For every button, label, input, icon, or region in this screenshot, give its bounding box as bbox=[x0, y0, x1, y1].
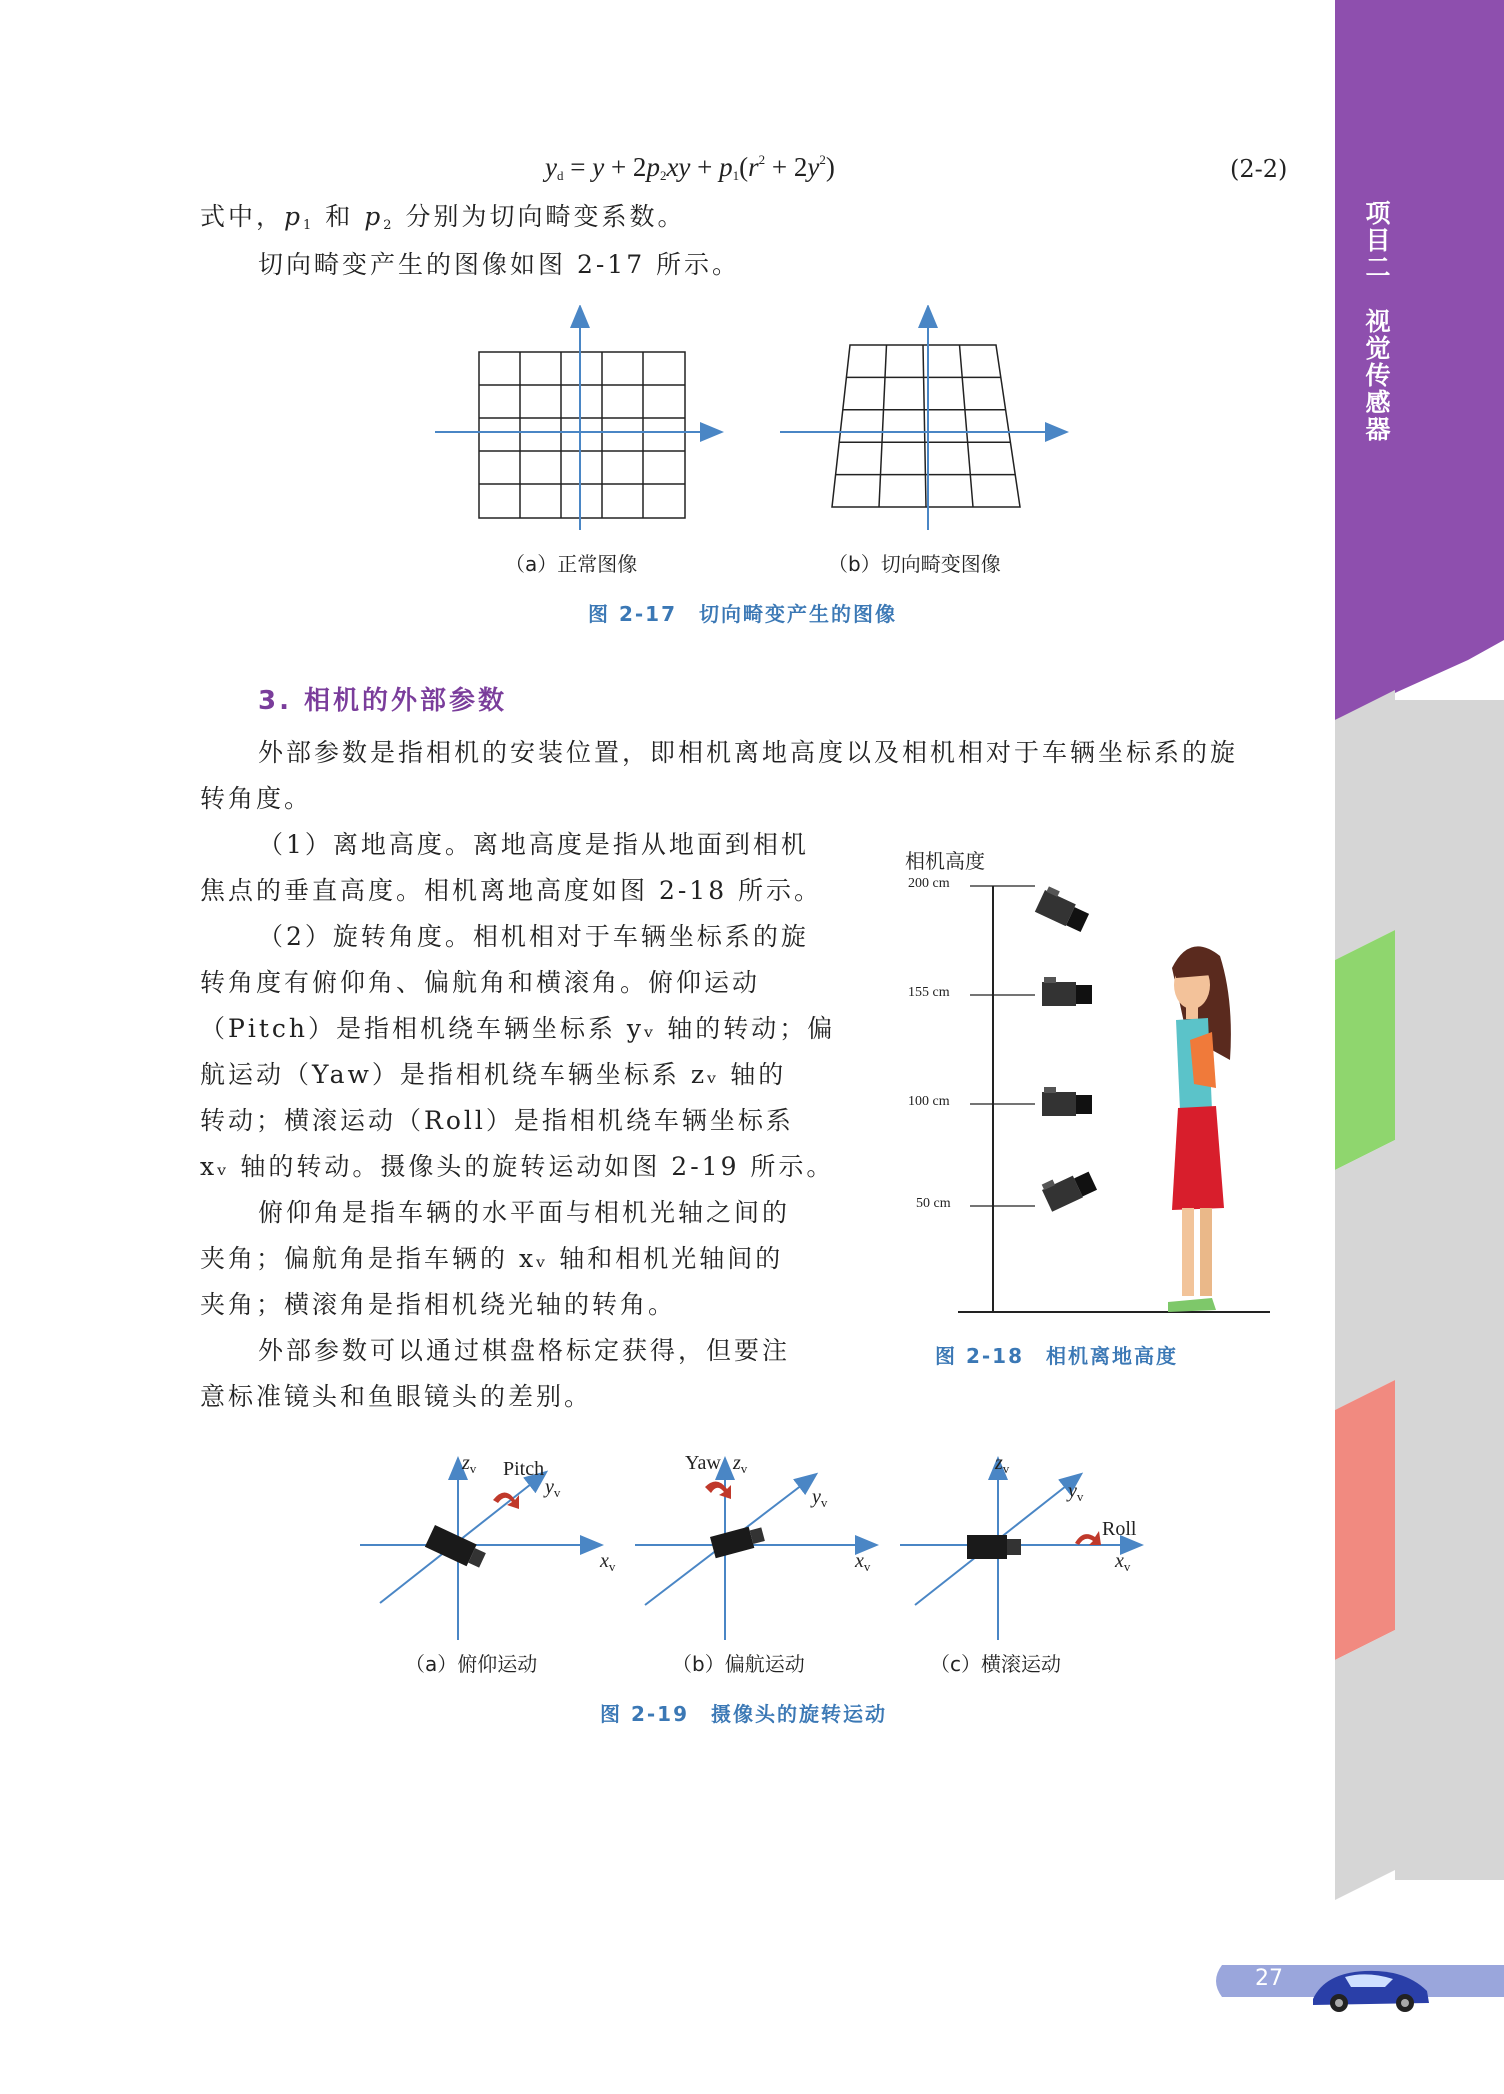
body-line-5: （Pitch）是指相机绕车辆坐标系 yᵥ 轴的转动；偏 bbox=[200, 1014, 836, 1043]
section-heading: 3. 相机的外部参数 bbox=[258, 686, 508, 716]
camera-yaw bbox=[710, 1524, 766, 1559]
para-ext-1: 外部参数是指相机的安装位置，即相机离地高度以及相机相对于车辆坐标系的旋 bbox=[258, 738, 1239, 767]
fig18-caption: 图 2-18 相机离地高度 bbox=[935, 1344, 1179, 1368]
roll-arrow-icon bbox=[1075, 1531, 1101, 1545]
body-line-1: （1）离地高度。离地高度是指从地面到相机 bbox=[258, 830, 809, 859]
para-ext-2: 转角度。 bbox=[200, 784, 313, 813]
camera-200 bbox=[1035, 885, 1093, 932]
fig19-a-motion: Pitch bbox=[503, 1458, 545, 1480]
fig18-tick-155: 155 cm bbox=[908, 985, 950, 1000]
fig19-c-y: $y_v$ bbox=[1068, 1480, 1084, 1504]
fig18-tick-100: 100 cm bbox=[908, 1094, 950, 1109]
fig19-caption: 图 2-19 摄像头的旋转运动 bbox=[600, 1702, 888, 1726]
fig19-b-motion: Yaw bbox=[685, 1452, 721, 1474]
fig19-a-z: $z_v$ bbox=[462, 1452, 477, 1476]
fig18-axis-title: 相机高度 bbox=[905, 849, 985, 873]
formula-2-2: $y_d = y + 2p_2xy + p_1(r^2 + 2y^2)$ bbox=[545, 152, 835, 183]
pitch-arrow-icon bbox=[493, 1493, 519, 1510]
fig19-a-y: $y_v$ bbox=[545, 1476, 561, 1500]
fig19-a-x: $x_v$ bbox=[600, 1550, 616, 1574]
tab-gray-4 bbox=[1335, 1630, 1395, 1900]
fig19-sub-c: （c）横滚运动 bbox=[930, 1652, 1061, 1676]
tab-green bbox=[1335, 930, 1395, 1170]
grid-tangential bbox=[832, 345, 1020, 507]
fig19-sub-b: （b）偏航运动 bbox=[672, 1652, 805, 1676]
para-where: 式中，$p_1$ 和 $p_2$ 分别为切向畸变系数。 bbox=[200, 202, 686, 233]
body-line-9: 俯仰角是指车辆的水平面与相机光轴之间的 bbox=[258, 1198, 791, 1227]
side-tab-label[interactable]: 项目二 视觉传感器 bbox=[1362, 200, 1391, 443]
panel-a-axes bbox=[360, 1460, 600, 1640]
fig19-c-x: $x_v$ bbox=[1115, 1550, 1131, 1574]
grid-normal bbox=[479, 352, 685, 518]
fig19-b-x: $x_v$ bbox=[855, 1550, 871, 1574]
fig18-tick-50: 50 cm bbox=[916, 1196, 951, 1211]
body-line-3: （2）旋转角度。相机相对于车辆坐标系的旋 bbox=[258, 922, 809, 951]
tab-gray-3 bbox=[1335, 1140, 1395, 1410]
fig17-sub-a: （a）正常图像 bbox=[505, 552, 638, 576]
formula-number: (2-2) bbox=[1230, 155, 1288, 183]
fig19-c-motion: Roll bbox=[1102, 1518, 1137, 1540]
tab-gray-1 bbox=[1395, 700, 1504, 1880]
fig17-sub-b: （b）切向畸变图像 bbox=[828, 552, 1001, 576]
fig18-tick-200: 200 cm bbox=[908, 876, 950, 891]
camera-pitch bbox=[425, 1525, 488, 1571]
fig19-b-z: $z_v$ bbox=[733, 1452, 748, 1476]
tab-red bbox=[1335, 1380, 1395, 1660]
figure-2-18 bbox=[890, 870, 1290, 1330]
tab-gray-2 bbox=[1335, 690, 1395, 960]
camera-100 bbox=[1042, 1087, 1092, 1116]
camera-50 bbox=[1040, 1164, 1098, 1211]
figure-2-17 bbox=[420, 305, 1080, 535]
fig19-sub-a: （a）俯仰运动 bbox=[405, 1652, 538, 1676]
body-line-8: xᵥ 轴的转动。摄像头的旋转运动如图 2-19 所示。 bbox=[200, 1152, 835, 1181]
fig19-c-z: $z_v$ bbox=[995, 1452, 1010, 1476]
body-line-10: 夹角；偏航角是指车辆的 xᵥ 轴和相机光轴间的 bbox=[200, 1244, 784, 1273]
body-line-7: 转动；横滚运动（Roll）是指相机绕车辆坐标系 bbox=[200, 1106, 794, 1135]
body-line-2: 焦点的垂直高度。相机离地高度如图 2-18 所示。 bbox=[200, 876, 823, 905]
fig17-caption: 图 2-17 切向畸变产生的图像 bbox=[588, 602, 898, 626]
body-line-12: 外部参数可以通过棋盘格标定获得，但要注 bbox=[258, 1336, 791, 1365]
fig19-b-y: $y_v$ bbox=[812, 1486, 828, 1510]
body-line-4: 转角度有俯仰角、偏航角和横滚角。俯仰运动 bbox=[200, 968, 761, 997]
camera-roll bbox=[967, 1535, 1021, 1559]
body-line-11: 夹角；横滚角是指相机绕光轴的转角。 bbox=[200, 1290, 677, 1319]
body-line-13: 意标准镜头和鱼眼镜头的差别。 bbox=[200, 1382, 593, 1411]
yaw-arrow-icon bbox=[705, 1481, 731, 1499]
girl-illustration bbox=[1168, 946, 1231, 1312]
camera-155 bbox=[1042, 977, 1092, 1006]
panel-b-axes bbox=[635, 1460, 875, 1640]
body-line-6: 航运动（Yaw）是指相机绕车辆坐标系 zᵥ 轴的 bbox=[200, 1060, 787, 1089]
para-fig-ref: 切向畸变产生的图像如图 2-17 所示。 bbox=[258, 250, 741, 279]
page-number: 27 bbox=[1255, 1966, 1283, 1991]
